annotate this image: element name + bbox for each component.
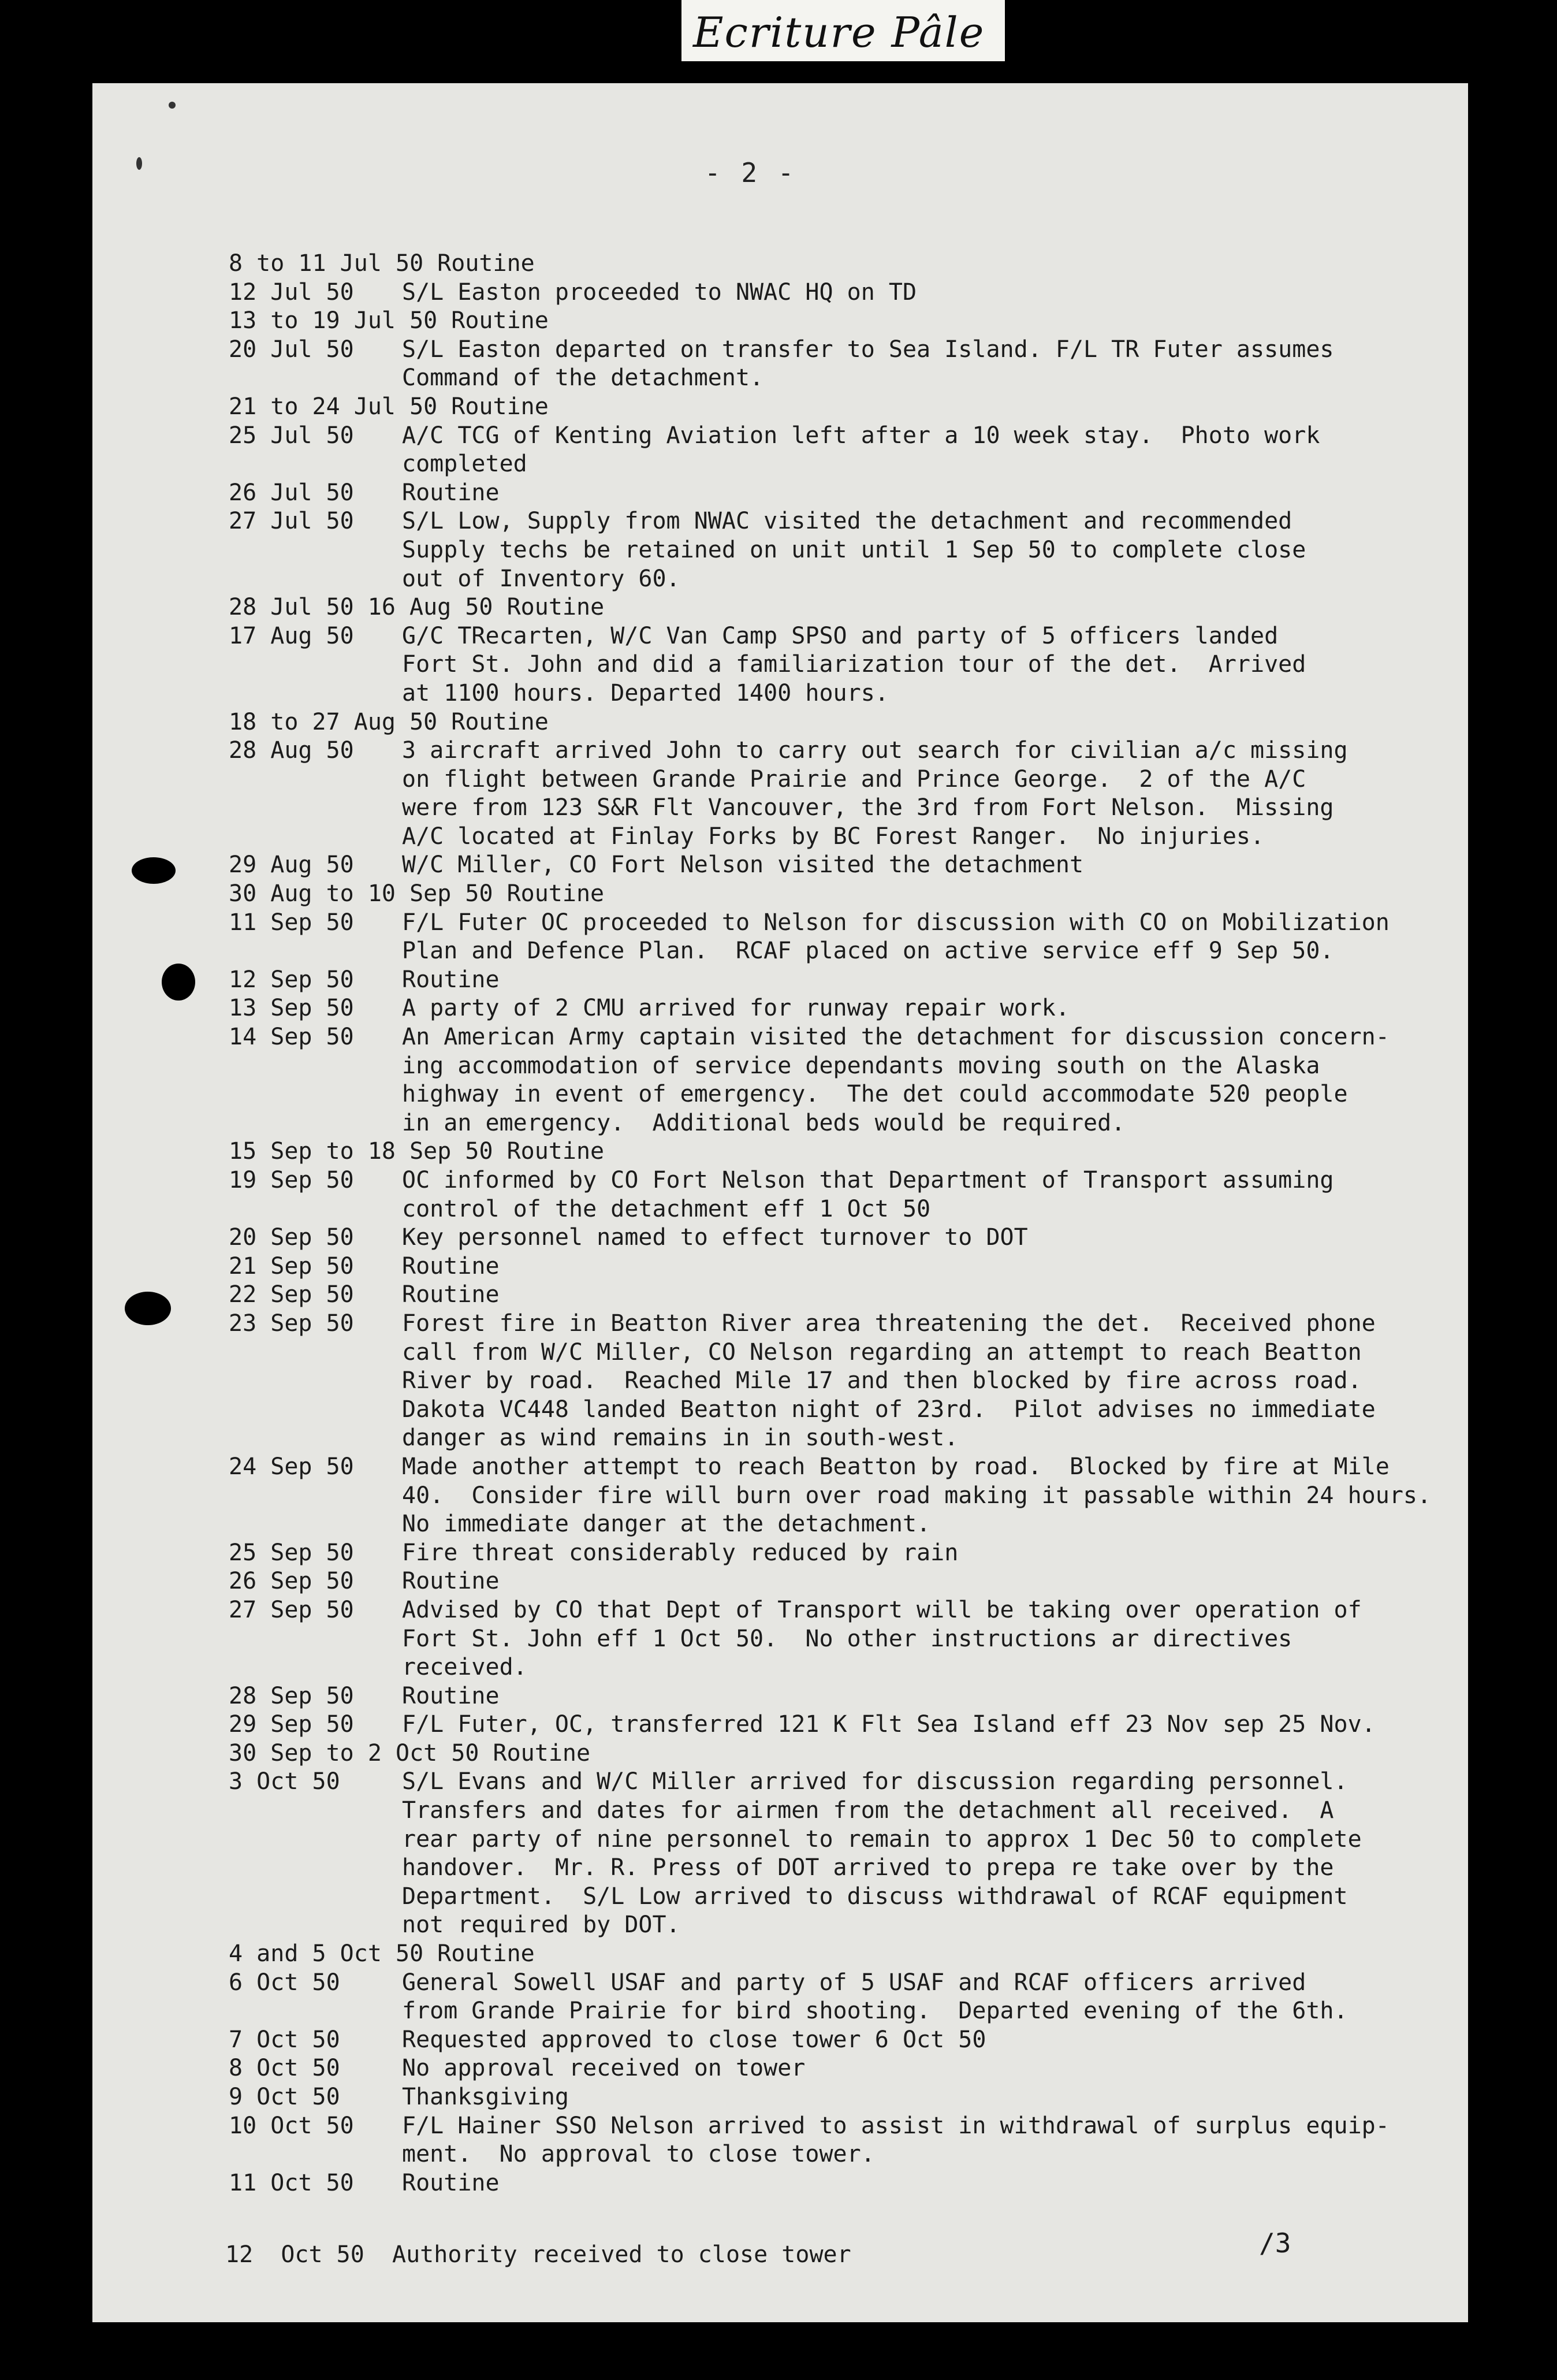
entry-text: Thanksgiving	[402, 2084, 569, 2110]
log-entry	[229, 994, 1453, 1023]
entry-date: 11 Oct 50	[229, 2169, 354, 2196]
entry-text: Routine	[402, 1568, 500, 1595]
entry-text: S/L Easton departed on transfer to Sea Island. F/L TR Futer assumes Command of the detachment.	[402, 336, 1334, 392]
entry-text: A/C TCG of Kenting Aviation left after a 10 week stay. Photo work completed	[402, 422, 1320, 478]
entry-text: Routine	[451, 393, 549, 420]
entry-text: 3 aircraft arrived John to carry out search for civilian a/c missing on flight between Grande Prairie and Prince George. 2 of the A/C were from 123 S&R Flt Vancouver, the 3rd from Fort Nelson. Missing A/C located at Finlay Forks by BC Forest Ranger. No injuries.	[402, 737, 1348, 850]
entry-text: An American Army captain visited the detachment for discussion concern- ing accommodation of service dependants moving south on the Alaska highway in event of emergency. The det could accommodate 520 people in an emergency. Additional beds would be required.	[402, 1024, 1390, 1136]
entry-date: 29 Sep 50	[229, 1711, 354, 1738]
entry-date: 14 Sep 50	[229, 1024, 354, 1051]
entry-date: 9 Oct 50	[229, 2084, 340, 2110]
log-entry	[229, 1739, 1453, 1768]
scan-speck	[136, 157, 142, 170]
log-entry	[229, 880, 1453, 909]
log-entry	[229, 507, 1453, 593]
log-entry	[229, 1310, 1453, 1453]
entry-date: 6 Oct 50	[229, 1969, 340, 1996]
log-entry	[229, 1137, 1453, 1166]
entry-date: 8 Oct 50	[229, 2055, 340, 2082]
entry-text: Routine	[402, 966, 500, 993]
log-entry	[229, 708, 1453, 737]
entry-date: 30 Aug to 10 Sep 50	[229, 880, 493, 908]
log-entry	[229, 1596, 1453, 1682]
entry-date: 28 Jul 50	[229, 594, 354, 621]
entry-text: Routine	[437, 1940, 535, 1968]
log-entry	[229, 2169, 1453, 2198]
punch-hole-mark	[162, 964, 195, 1001]
log-entry	[229, 1682, 1453, 1711]
entry-date: 23 Sep 50	[229, 1310, 354, 1337]
entry-date: 24 Sep 50	[229, 1453, 354, 1480]
entry-text: Made another attempt to reach Beatton by road. Blocked by fire at Mile 40. Consider fire will burn over road making it passable within 24 hours. No immediate danger at the detachment.	[402, 1453, 1432, 1538]
entry-text: Routine	[402, 1281, 500, 1308]
log-entry	[229, 1710, 1453, 1739]
entry-date: 27 Jul 50	[229, 508, 354, 535]
log-entry	[229, 479, 1453, 508]
entry-date: 22 Sep 50	[229, 1281, 354, 1308]
log-entry	[229, 2026, 1453, 2055]
entry-text: Routine	[506, 880, 605, 908]
log-entry	[229, 278, 1453, 307]
entry-text: S/L Low, Supply from NWAC visited the detachment and recommended Supply techs be retained on unit until 1 Sep 50 to complete close out of Inventory 60.	[402, 508, 1306, 592]
log-entry	[229, 1281, 1453, 1310]
log-entries	[229, 250, 1453, 2197]
entry-text: Advised by CO that Dept of Transport will be taking over operation of Fort St. John eff 1 Oct 50. No other instructions ar directives received.	[402, 1596, 1362, 1681]
entry-text: Routine	[402, 1252, 500, 1280]
page-number: - 2 -	[705, 157, 796, 188]
entry-text: F/L Futer OC proceeded to Nelson for discussion with CO on Mobilization Plan and Defence Plan. RCAF placed on active service eff 9 Sep 50.	[402, 909, 1390, 965]
entry-date: 12 Jul 50	[229, 278, 354, 306]
entry-text: Routine	[451, 708, 549, 735]
entry-text: Routine	[493, 1739, 591, 1767]
entry-text: Routine	[451, 307, 549, 334]
entry-text: F/L Futer, OC, transferred 121 K Flt Sea Island eff 23 Nov sep 25 Nov.	[402, 1711, 1376, 1738]
entry-date: 29 Aug 50	[229, 851, 354, 879]
log-entry	[229, 2054, 1453, 2083]
entry-date: 25 Sep 50	[229, 1539, 354, 1566]
entry-date: 12 Oct 50	[225, 2241, 364, 2268]
entry-date: 25 Jul 50	[229, 422, 354, 449]
entry-date: 30 Sep to 2 Oct 50	[229, 1739, 479, 1767]
log-entry	[229, 909, 1453, 966]
log-entry	[229, 1166, 1453, 1224]
log-entry	[229, 393, 1453, 422]
entry-text: Forest fire in Beatton River area threatening the det. Received phone call from W/C Miller, CO Nelson regarding an attempt to reach Beatton River by road. Reached Mile 17 and then blocked by fire across road. Dakota VC448 landed Beatton night of 23rd. Pilot advises no immediate danger as wind remains in in south-west.	[402, 1310, 1376, 1452]
punch-hole-mark	[132, 857, 176, 884]
entry-date: 20 Sep 50	[229, 1224, 354, 1251]
entry-text: Fire threat considerably reduced by rain	[402, 1539, 959, 1566]
entry-date: 27 Sep 50	[229, 1596, 354, 1623]
entry-text: Key personnel named to effect turnover to DOT	[402, 1224, 1028, 1251]
archive-label: Ecriture Pâle	[693, 8, 985, 57]
log-entry	[229, 422, 1453, 479]
log-entry	[229, 2083, 1453, 2112]
entry-date: 26 Jul 50	[229, 479, 354, 506]
log-entry	[229, 1453, 1453, 1539]
log-entry	[229, 2112, 1453, 2169]
log-entry	[229, 1023, 1453, 1137]
entry-date: 4 and 5 Oct 50	[229, 1940, 424, 1968]
entry-text: Routine	[506, 1138, 605, 1165]
entry-text: Routine	[402, 2169, 500, 2196]
entry-text: S/L Evans and W/C Miller arrived for discussion regarding personnel. Transfers and dates for airmen from the detachment all received. A rear party of nine personnel to remain to approx 1 Dec 50 to complete handover. Mr. R. Press of DOT arrived to prepa re take over by the Department. S/L Low arrived to discuss withdrawal of RCAF equipment not required by DOT.	[402, 1768, 1362, 1939]
entry-date: 8 to 11 Jul 50	[229, 250, 424, 277]
continuation-marker: /3	[1259, 2227, 1291, 2259]
entry-date: 28 Aug 50	[229, 737, 354, 764]
log-entry	[229, 250, 1453, 278]
entry-date: 15 Sep to 18 Sep 50	[229, 1138, 493, 1165]
entry-text: A party of 2 CMU arrived for runway repair work.	[402, 995, 1070, 1022]
log-entry	[229, 1940, 1453, 1969]
log-entry	[229, 622, 1453, 708]
entry-date: 20 Jul 50	[229, 336, 354, 363]
scan-speck	[169, 102, 176, 109]
log-entry	[229, 307, 1453, 336]
log-entry	[229, 1567, 1453, 1596]
entry-date: 7 Oct 50	[229, 2026, 340, 2053]
entry-text: Routine	[402, 1682, 500, 1709]
log-entry	[229, 1539, 1453, 1568]
entry-date: 12 Sep 50	[229, 966, 354, 993]
entry-date: 13 Sep 50	[229, 995, 354, 1022]
log-entry	[229, 593, 1453, 622]
entry-date: 21 to 24 Jul 50	[229, 393, 438, 420]
entry-text: 16 Aug 50 Routine	[367, 594, 605, 621]
entry-text: Routine	[402, 479, 500, 506]
log-entry	[229, 1969, 1453, 2026]
entry-text: General Sowell USAF and party of 5 USAF and RCAF officers arrived from Grande Prairie for bird shooting. Departed evening of the 6th.	[402, 1969, 1348, 2025]
log-entry	[229, 966, 1453, 995]
entry-date: 17 Aug 50	[229, 622, 354, 649]
entry-date: 11 Sep 50	[229, 909, 354, 936]
entry-date: 28 Sep 50	[229, 1682, 354, 1709]
log-entry	[229, 1768, 1453, 1940]
entry-date: 10 Oct 50	[229, 2112, 354, 2139]
entry-text: OC informed by CO Fort Nelson that Department of Transport assuming control of the detachment eff 1 Oct 50	[402, 1167, 1334, 1222]
entry-date: 19 Sep 50	[229, 1167, 354, 1193]
entry-text: Authority received to close tower	[392, 2241, 851, 2268]
log-entry	[229, 851, 1453, 880]
entry-text: Requested approved to close tower 6 Oct 50	[402, 2026, 986, 2053]
log-entry	[229, 1224, 1453, 1252]
log-entry	[229, 737, 1453, 851]
entry-text: F/L Hainer SSO Nelson arrived to assist in withdrawal of surplus equip- ment. No approval to close tower.	[402, 2112, 1390, 2168]
log-entry	[229, 1252, 1453, 1281]
entry-date: 21 Sep 50	[229, 1252, 354, 1280]
entry-date: 18 to 27 Aug 50	[229, 708, 438, 735]
entry-text: G/C TRecarten, W/C Van Camp SPSO and party of 5 officers landed Fort St. John and did a familiarization tour of the det. Arrived at 1100 hours. Departed 1400 hours.	[402, 622, 1306, 706]
entry-text: S/L Easton proceeded to NWAC HQ on TD	[402, 278, 917, 306]
entry-date: 26 Sep 50	[229, 1568, 354, 1595]
punch-hole-mark	[125, 1292, 171, 1325]
entry-date: 13 to 19 Jul 50	[229, 307, 438, 334]
entry-text: Routine	[437, 250, 535, 277]
log-entry	[229, 336, 1453, 393]
entry-date: 3 Oct 50	[229, 1768, 340, 1795]
entry-text: W/C Miller, CO Fort Nelson visited the detachment	[402, 851, 1084, 879]
final-log-entry	[225, 2241, 851, 2268]
entry-text: No approval received on tower	[402, 2055, 806, 2082]
